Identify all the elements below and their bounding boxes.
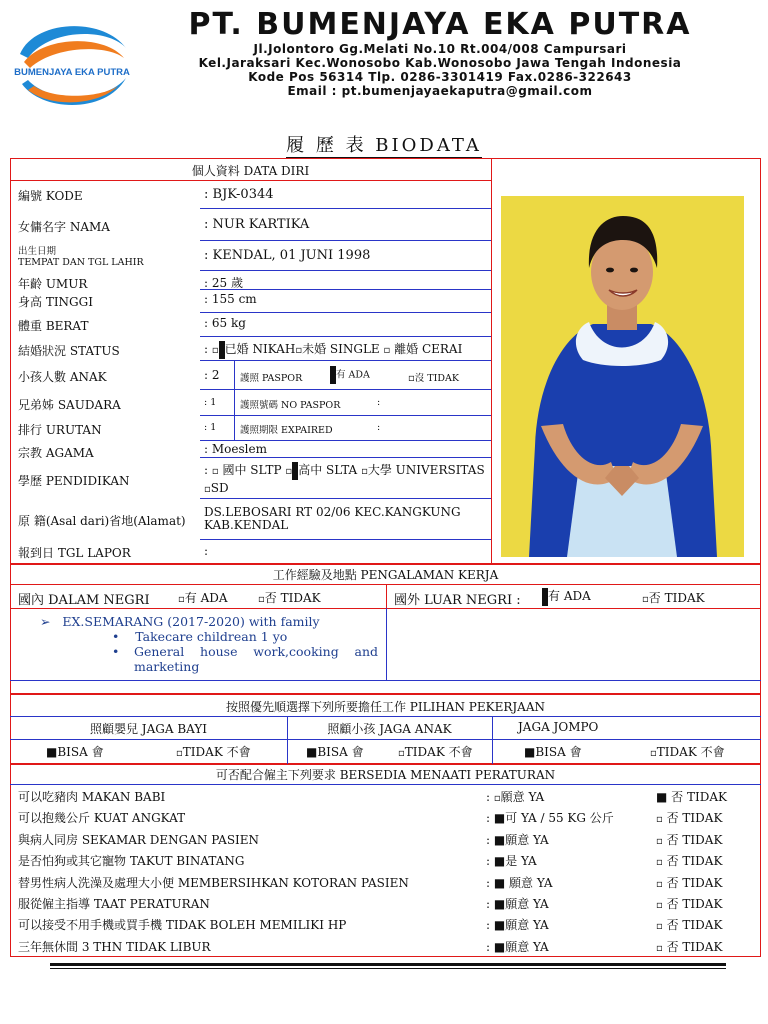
label-urutan: 排行 URUTAN (18, 423, 102, 437)
section-experience-title: 工作經驗及地點 PENGALAMAN KERJA (272, 568, 499, 582)
label-dalam-negri: 國內 DALAM NEGRI (18, 593, 150, 608)
rule-ya: : ■願意 YA (486, 939, 549, 954)
bayi-tidak: ▫TIDAK 不會 (176, 745, 251, 759)
company-contact: Kode Pos 56314 Tlp. 0286-3301419 Fax.0286-322643 (248, 70, 632, 84)
footer-rule-thin (50, 968, 726, 969)
value-pendidikan: : ▫ 國中 SLTP ▫ 高中 SLTA ▫大學 UNIVERSITAS (204, 461, 485, 480)
label-agama: 宗教 AGAMA (18, 446, 94, 460)
rule-ya: : ■願意 YA (486, 918, 549, 933)
luar-tidak: ▫否 TIDAK (642, 591, 705, 605)
company-logo (14, 14, 130, 114)
rule-tidak: ▫ 否 TIDAK (656, 896, 723, 911)
label-lapor: 報到日 TGL LAPOR (18, 546, 131, 560)
rule-row (18, 938, 758, 959)
rule-row (18, 874, 758, 895)
footer-rule (50, 963, 726, 966)
jompo-bisa: ■BISA 會 (524, 745, 582, 759)
rule-ya: : ▫願意 YA (486, 790, 545, 804)
rule-tidak: ▫ 否 TIDAK (656, 939, 723, 954)
rule-ya: : ■願意 YA (486, 896, 549, 911)
rule-tidak: ▫ 否 TIDAK (656, 854, 723, 869)
paspor-ada: 有 ADA (330, 366, 370, 384)
rule-question: 可以吃豬肉 MAKAN BABI (18, 790, 166, 804)
value-kode: : BJK-0344 (204, 187, 274, 202)
company-address-2: Kel.Jaraksari Kec.Wonosobo Kab.Wonosobo Jawa Tengah Indonesia (198, 56, 682, 70)
rule-tidak: ▫ 否 TIDAK (656, 832, 723, 847)
value-berat: : 65 kg (204, 316, 246, 330)
value-status: : ▫ 已婚 NIKAH▫未婚 SINGLE ▫ 離婚 CERAI (204, 340, 462, 359)
rule-row (18, 916, 758, 937)
rule-question: 可以接受不用手機或買手機 TIDAK BOLEH MEMILIKI HP (18, 918, 347, 933)
document-title (0, 131, 768, 157)
rule-question: 替男性病人洗澡及處理大小便 MEMBERSIHKAN KOTORAN PASIEN (18, 875, 409, 890)
rule-question: 是否怕狗或其它寵物 TAKUT BINATANG (18, 854, 245, 869)
rule-row (18, 788, 758, 809)
rules-list (18, 788, 758, 959)
rule-row (18, 831, 758, 852)
logo-text: BUMENJAYA EKA PUTRA (14, 67, 130, 78)
label-pendidikan: 學歷 PENDIDIKAN (18, 474, 130, 488)
label-luar-negri: 國外 LUAR NEGRI : (394, 593, 521, 608)
label-umur: 年齡 UMUR (18, 277, 88, 291)
experience-duty-1: • Takecare childrean 1 yo (112, 629, 288, 644)
label-tinggi: 身高 TINGGI (18, 295, 93, 309)
label-expaired: 護照期限 EXPAIRED (240, 425, 333, 436)
rule-tidak: ■ 否 TIDAK (656, 790, 727, 804)
dalam-tidak: ▫否 TIDAK (258, 591, 321, 605)
rule-tidak: ▫ 否 TIDAK (656, 811, 723, 826)
rule-ya: : ■願意 YA (486, 832, 549, 847)
value-pendidikan-sd: ▫SD (204, 481, 229, 495)
value-alamat-1: DS.LEBOSARI RT 02/06 KEC.KANGKUNG (204, 505, 461, 519)
choice-jompo: JAGA JOMPO (518, 720, 599, 734)
rule-ya: : ■ 願意 YA (486, 875, 553, 890)
value-anak: : 2 (204, 368, 220, 382)
rule-ya: : ■是 YA (486, 854, 537, 869)
applicant-photo (501, 196, 744, 557)
value-saudara: : 1 (204, 397, 217, 408)
value-lapor: : (204, 544, 209, 558)
experience-duty-2: • General house work,cooking and marketing (112, 644, 378, 674)
company-address-1: Jl.Jolontoro Gg.Melati No.10 Rt.004/008 Campursari (253, 42, 627, 56)
value-expaired: : (377, 422, 381, 433)
rule-question: 與病人同房 SEKAMAR DENGAN PASIEN (18, 832, 260, 847)
value-umur: : 25 歲 (204, 276, 243, 290)
label-status: 結婚狀況 STATUS (18, 344, 120, 358)
choice-anak: 照顧小孩 JAGA ANAK (327, 722, 452, 736)
value-agama: : Moeslem (204, 442, 267, 456)
experience-job: ➢ EX.SEMARANG (2017-2020) with family (40, 614, 320, 629)
label-kode: 編號 KODE (18, 189, 83, 203)
company-email: Email : pt.bumenjayaekaputra@gmail.com (287, 84, 593, 98)
section-personal-title: 個人資料 DATA DIRI (191, 164, 310, 178)
rule-ya: : ■可 YA / 55 KG 公斤 (486, 811, 614, 826)
label-saudara: 兄弟姊 SAUDARA (18, 398, 121, 412)
rule-row (18, 852, 758, 873)
section-rules-title: 可否配合僱主下列要求 BERSEDIA MENAATI PERATURAN (215, 768, 556, 782)
rule-question: 服從僱主指導 TAAT PERATURAN (18, 896, 210, 911)
label-berat: 體重 BERAT (18, 319, 89, 333)
choice-bayi: 照顧嬰兒 JAGA BAYI (89, 722, 208, 736)
rule-tidak: ▫ 否 TIDAK (656, 918, 723, 933)
value-no-paspor: : (377, 397, 381, 408)
label-nama: 女傭名字 NAMA (18, 220, 110, 234)
anak-bisa: ■BISA 會 (306, 745, 364, 759)
label-ttl: TEMPAT DAN TGL LAHIR (18, 257, 144, 268)
value-urutan: : 1 (204, 422, 217, 433)
jompo-tidak: ▫TIDAK 不會 (650, 745, 725, 759)
rule-question: 可以抱幾公斤 KUAT ANGKAT (18, 811, 186, 826)
luar-ada: 有 ADA (542, 587, 591, 606)
value-alamat-2: KAB.KENDAL (204, 518, 289, 532)
label-paspor: 護照 PASPOR (240, 373, 303, 384)
paspor-tidak: ▫沒 TIDAK (408, 373, 459, 384)
rule-tidak: ▫ 否 TIDAK (656, 875, 723, 890)
label-anak: 小孩人數 ANAK (18, 370, 107, 384)
bayi-bisa: ■BISA 會 (46, 745, 104, 759)
document-title-text: 履 歷 表 BIODATA (286, 135, 482, 156)
company-name: PT. BUMENJAYA EKA PUTRA (188, 7, 692, 42)
label-no-paspor: 護照號碼 NO PASPOR (240, 400, 341, 411)
rule-row (18, 895, 758, 916)
rule-row (18, 809, 758, 830)
label-alamat: 原 籍(Asal dari)省地(Alamat) (18, 514, 186, 528)
rule-question: 三年無休間 3 THN TIDAK LIBUR (18, 939, 211, 954)
anak-tidak: ▫TIDAK 不會 (398, 745, 473, 759)
company-header (140, 8, 740, 98)
value-ttl: : KENDAL, 01 JUNI 1998 (204, 248, 371, 263)
value-tinggi: : 155 cm (204, 292, 257, 306)
section-choice-title: 按照優先順選擇下列所要擔任工作 PILIHAN PEKERJAAN (225, 700, 546, 714)
dalam-ada: ▫有 ADA (178, 591, 228, 605)
value-nama: : NUR KARTIKA (204, 217, 310, 232)
label-ttl-zh: 出生日期 (18, 246, 57, 257)
